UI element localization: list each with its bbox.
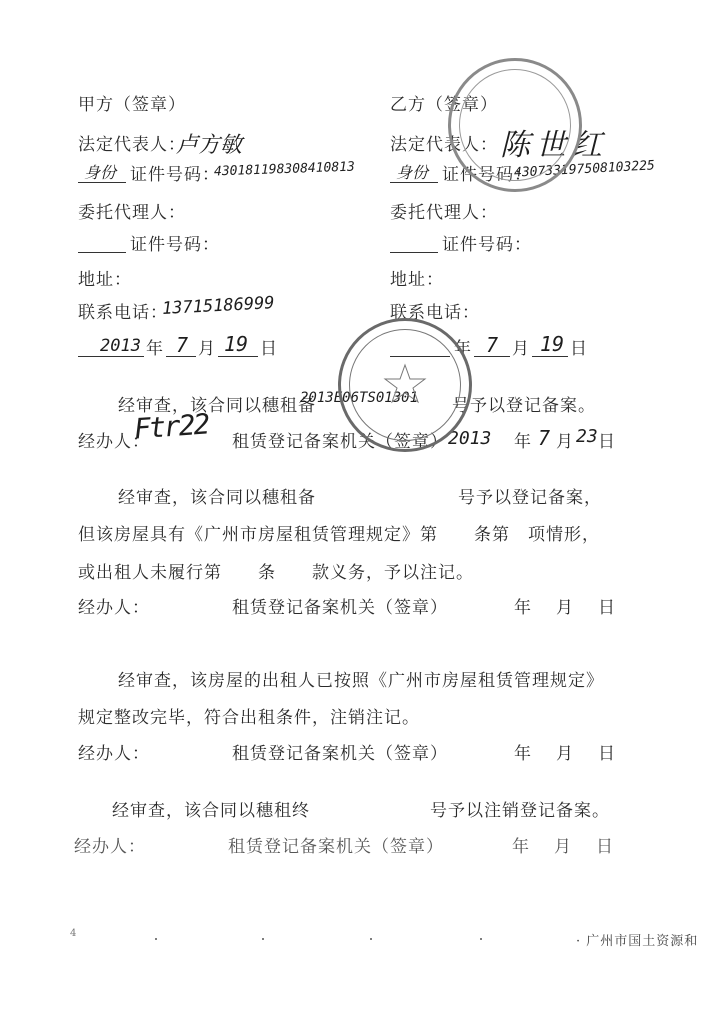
section-2-office-label: 租赁登记备案机关（签章） (232, 598, 448, 618)
party-b-title: 乙方（签章） (390, 95, 498, 115)
party-a-id-type: 身份 (84, 163, 117, 182)
party-a-agent-id-underline (78, 252, 126, 253)
scan-dot (155, 938, 157, 940)
section-1-year-unit: 年 (514, 432, 532, 452)
party-a-legal-rep-signature: 卢方敏 (176, 133, 243, 158)
party-b-address-label: 地址： (390, 270, 444, 290)
party-a-id-label: 证件号码： (130, 165, 220, 185)
section-2-date: 年 月 日 (514, 598, 619, 618)
party-a-phone-label: 联系电话： (78, 303, 168, 323)
party-a-day-underline (218, 356, 258, 357)
party-a-title: 甲方（签章） (78, 95, 186, 115)
section-3-line-2: 规定整改完毕，符合出租条件，注销注记。 (78, 708, 420, 728)
section-1-day-unit: 日 (598, 432, 616, 452)
party-a-agent-label: 委托代理人： (78, 203, 186, 223)
section-1-office-label: 租赁登记备案机关（签章） (232, 432, 448, 452)
party-a-year: 2013 (100, 336, 141, 356)
party-b-day-underline (532, 356, 568, 357)
registration-authority-seal (338, 318, 472, 452)
seal-star-icon (341, 321, 469, 449)
page-mark: 4 (70, 928, 78, 939)
party-a-year-underline (78, 356, 144, 357)
party-b-company-seal (448, 58, 582, 192)
party-b-day: 19 (540, 332, 565, 356)
party-a-phone-value: 13715186999 (161, 293, 276, 319)
section-2-line-2: 但该房屋具有《广州市房屋租赁管理规定》第 条第 项情形， (78, 525, 600, 545)
party-a-month: 7 (176, 333, 189, 357)
party-b-month-unit: 月 (512, 339, 530, 359)
scan-dot (370, 938, 372, 940)
section-2-handler-label: 经办人： (78, 598, 150, 618)
section-3-line-1: 经审查，该房屋的出租人已按照《广州市房屋租赁管理规定》 (118, 671, 604, 691)
party-b-id-value: 430733197508103225 (513, 158, 656, 181)
party-b-agent-label: 委托代理人： (390, 203, 498, 223)
party-a-agent-id-label: 证件号码： (130, 235, 220, 255)
party-b-id-label: 证件号码： (442, 165, 532, 185)
section-1-handler-label: 经办人： (78, 432, 150, 452)
section-4-date: 年 月 日 (512, 837, 617, 857)
party-a-year-unit: 年 (146, 339, 164, 359)
section-1-handler-signature: Ftr22 (132, 407, 210, 446)
scan-dot (480, 938, 482, 940)
party-b-id-type-underline (390, 182, 438, 183)
section-4-handler-label: 经办人： (74, 837, 146, 857)
footer-issuer-text: · 广州市国土资源和 (576, 934, 699, 949)
section-1-month: 7 (538, 426, 551, 450)
section-1-month-unit: 月 (556, 432, 574, 452)
party-b-day-unit: 日 (570, 339, 588, 359)
section-3-date: 年 月 日 (514, 744, 619, 764)
party-b-agent-id-label: 证件号码： (442, 235, 532, 255)
party-a-address-label: 地址： (78, 270, 132, 290)
section-1-line-1-end: 号予以登记备案。 (452, 396, 596, 416)
party-a-day-unit: 日 (260, 339, 278, 359)
party-b-legal-rep-label: 法定代表人： (390, 135, 498, 155)
party-a-month-unit: 月 (198, 339, 216, 359)
party-b-id-type: 身份 (396, 163, 429, 182)
party-a-legal-rep-label: 法定代表人： (78, 135, 186, 155)
section-4-office-label: 租赁登记备案机关（签章） (228, 837, 444, 857)
section-4-line-1: 经审查，该合同以穗租终 (112, 801, 310, 821)
party-b-agent-id-underline (390, 252, 438, 253)
section-2-line-3: 或出租人未履行第 条 款义务，予以注记。 (78, 563, 474, 583)
section-2-line-1: 经审查，该合同以穗租备 (118, 488, 316, 508)
section-2-line-1-end: 号予以登记备案， (458, 488, 602, 508)
scan-dot (262, 938, 264, 940)
section-1-day: 23 (576, 426, 598, 447)
party-b-legal-rep-signature: 陈世红 (500, 128, 608, 163)
party-a-id-value: 430181198308410813 (213, 159, 356, 180)
section-1-line-1: 经审查，该合同以穗租备 (118, 396, 316, 416)
section-1-year: 2013 (448, 428, 492, 449)
party-b-year-unit: 年 (454, 339, 472, 359)
section-1-reg-number: 2013E06TS01301 (300, 390, 419, 406)
party-a-id-type-underline (78, 182, 126, 183)
section-4-line-1-end: 号予以注销登记备案。 (430, 801, 610, 821)
section-3-office-label: 租赁登记备案机关（签章） (232, 744, 448, 764)
party-a-day: 19 (224, 332, 249, 356)
section-3-handler-label: 经办人： (78, 744, 150, 764)
party-b-month: 7 (486, 333, 499, 357)
party-b-phone-label: 联系电话： (390, 303, 480, 323)
